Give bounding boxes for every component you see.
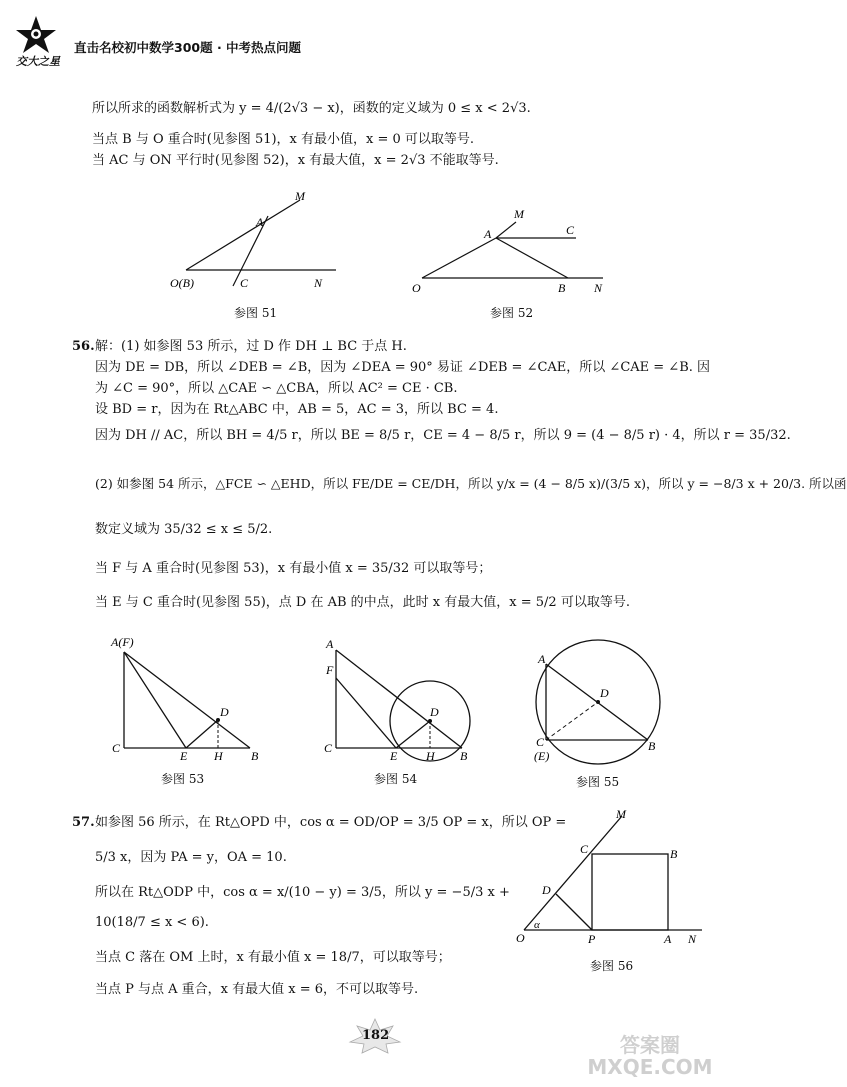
figure-54-caption: 参图 54 — [374, 772, 418, 786]
text-line: 因为 DH // AC，所以 BH = 4/5 r，所以 BE = 8/5 r，CE = 4 − 8/5 r，所以 9 = (4 − 8/5 r) · 4，所以 r = 35/32. — [95, 428, 791, 443]
text-line: 解：(1) 如参图 53 所示，过 D 作 DH ⊥ BC 于点 H. — [95, 339, 407, 354]
figure-51-caption: 参图 51 — [234, 306, 278, 320]
figure-55-caption: 参图 55 — [576, 775, 620, 789]
fig54-label-a: A — [326, 637, 334, 651]
fig54-label-h: H — [426, 749, 435, 763]
fig52-label-b: B — [558, 281, 566, 295]
figure-52-caption: 参图 52 — [490, 306, 534, 320]
figure-54 — [318, 636, 478, 766]
problem-number-56: 56. — [72, 339, 95, 354]
fig51-label-a: A — [256, 215, 264, 229]
fig53-label-d: D — [220, 705, 229, 719]
fig53-label-a: A(F) — [111, 635, 134, 649]
running-header-title: 直击名校初中数学300题 · 中考热点问题 — [74, 40, 302, 55]
fig52-label-m: M — [514, 207, 524, 221]
figure-55 — [528, 640, 668, 770]
fig56-label-o: O — [516, 931, 525, 945]
fig54-label-f: F — [326, 663, 334, 677]
text-line: 所以在 Rt△ODP 中，cos α = x/(10 − y) = 3/5，所以 y = −5/3 x + — [95, 885, 510, 900]
text-line: 设 BD = r，因为在 Rt△ABC 中，AB = 5，AC = 3，所以 BC = 4. — [95, 402, 499, 417]
figure-56 — [510, 806, 710, 946]
fig56-label-n: N — [688, 932, 697, 946]
text-line: 如参图 56 所示，在 Rt△OPD 中，cos α = OD/OP = 3/5 OP = x，所以 OP = — [95, 815, 567, 830]
problem-number-57: 57. — [72, 815, 95, 830]
fig55-label-c: C — [536, 735, 545, 749]
figure-52 — [408, 204, 608, 299]
text-line: 当点 B 与 O 重合时(见参图 51)，x 有最小值，x = 0 可以取等号. — [92, 132, 475, 147]
fig56-label-m: M — [616, 807, 626, 821]
page-number-badge — [348, 1018, 402, 1054]
fig56-label-alpha: α — [534, 919, 540, 931]
text-line: 所以所求的函数解析式为 y = 4/(2√3 − x)，函数的定义域为 0 ≤ x < 2√3. — [92, 101, 531, 116]
text-line: 当 AC 与 ON 平行时(见参图 52)，x 有最大值，x = 2√3 不能取等号. — [92, 153, 499, 168]
fig55-label-a: A — [538, 652, 546, 666]
text-line: 为 ∠C = 90°，所以 △CAE ∽ △CBA，所以 AC² = CE · CB. — [95, 381, 458, 396]
fig52-label-o: O — [412, 281, 421, 295]
figure-51 — [168, 188, 348, 323]
fig53-label-b: B — [251, 749, 259, 763]
fig56-label-b: B — [670, 847, 678, 861]
figure-53-caption: 参图 53 — [161, 772, 205, 786]
fig55-label-d: D — [600, 686, 609, 700]
fig56-label-d: D — [542, 883, 551, 897]
fig51-label-c: C — [240, 276, 249, 290]
fig56-label-a: A — [664, 932, 672, 946]
fig53-label-c: C — [112, 741, 121, 755]
text-line: 当 F 与 A 重合时(见参图 53)，x 有最小值 x = 35/32 可以取等号； — [95, 561, 492, 576]
text-line: 当点 C 落在 OM 上时，x 有最小值 x = 18/7，可以取等号； — [95, 950, 451, 965]
fig54-label-d: D — [430, 705, 439, 719]
fig51-label-o: O(B) — [170, 276, 194, 290]
fig56-label-p: P — [588, 932, 596, 946]
text-line: (2) 如参图 54 所示，△FCE ∽ △EHD，所以 FE/DE = CE/DH，所以 y/x = (4 − 8/5 x)/(3/5 x)，所以 y = −8/3 x + 20/3. 所以函 — [95, 476, 847, 491]
text-line: 数定义域为 35/32 ≤ x ≤ 5/2. — [95, 522, 273, 537]
fig56-label-c: C — [580, 842, 589, 856]
text-line: 因为 DE = DB，所以 ∠DEB = ∠B，因为 ∠DEA = 90° 易证 ∠DEB = ∠CAE，所以 ∠CAE = ∠B. 因 — [95, 360, 711, 375]
figure-53 — [108, 632, 268, 762]
fig54-label-c: C — [324, 741, 333, 755]
logo-text: 交大之星 — [16, 55, 60, 68]
fig51-label-n: N — [314, 276, 323, 290]
fig52-label-c: C — [566, 223, 575, 237]
page-number: 182 — [362, 1028, 390, 1043]
fig52-label-n: N — [594, 281, 603, 295]
fig55-label-b: B — [648, 739, 656, 753]
text-line: 当点 P 与点 A 重合，x 有最大值 x = 6，不可以取等号. — [95, 982, 419, 997]
fig55-label-e: (E) — [534, 749, 550, 763]
fig51-label-m: M — [295, 189, 305, 203]
fig53-label-h: H — [214, 749, 223, 763]
text-line: 5/3 x，因为 PA = y，OA = 10. — [95, 850, 287, 865]
text-line: 10(18/7 ≤ x < 6). — [95, 915, 209, 930]
fig54-label-b: B — [460, 749, 468, 763]
fig52-label-a: A — [484, 227, 492, 241]
fig54-label-e: E — [390, 749, 398, 763]
fig53-label-e: E — [180, 749, 188, 763]
watermark: 答案圈 MXQE.COM — [587, 1033, 713, 1079]
figure-56-caption: 参图 56 — [590, 959, 634, 973]
text-line: 当 E 与 C 重合时(见参图 55)，点 D 在 AB 的中点，此时 x 有最大值，x = 5/2 可以取等号. — [95, 595, 630, 610]
publisher-logo — [14, 14, 70, 70]
